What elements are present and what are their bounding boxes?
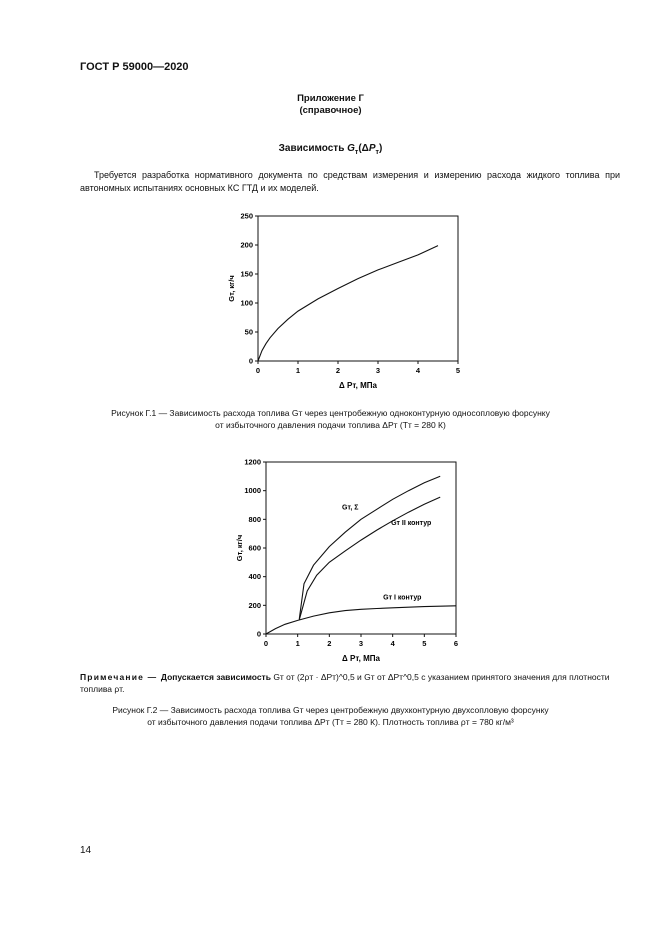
plot-frame [266, 462, 456, 634]
y-tick-label: 800 [248, 514, 261, 524]
x-tick-label: 0 [255, 366, 261, 375]
series-annotation: Gт I контур [383, 594, 422, 602]
y-tick-label: 0 [256, 629, 261, 639]
plot-frame [258, 216, 458, 361]
figure-2-chart [222, 455, 482, 665]
y-tick-label: 1200 [244, 457, 261, 467]
y-tick-label: 600 [248, 543, 261, 553]
figure-1-caption-line1: Рисунок Г.1 — Зависимость расхода топлива Gт через центробежную одноконтурную односопловую форсунку [111, 408, 550, 418]
x-axis-label: Δ Pт, МПа [339, 381, 377, 390]
y-tick-label: 200 [240, 240, 253, 250]
y-tick-label: 100 [240, 298, 253, 308]
series-annotation: Gт, Σ [342, 504, 359, 512]
series-line [266, 606, 456, 634]
intro-paragraph: Требуется разработка нормативного документа по средствам измерения и измерению расхода жидкого топлива при автономных испытаниях основных КС ГТД и их моделей. [80, 170, 620, 193]
figure-1-caption-line2: от избыточного давления подачи топлива ΔPт (Tт = 280 К) [215, 420, 446, 430]
y-tick-label: 50 [244, 327, 253, 337]
x-tick-label: 4 [390, 639, 395, 648]
y-axis-label: Gт, кг/ч [227, 275, 236, 302]
x-tick-label: 3 [358, 639, 364, 648]
x-tick-label: 6 [453, 639, 459, 648]
note-label: Примечание — [80, 672, 161, 682]
note-text: Gт от (2ρт · ΔPт)^0,5 и Gт от ΔPт^0,5 с указанием принятого значения для плотности топлива ρт. [80, 672, 610, 694]
y-tick-label: 200 [248, 600, 261, 610]
x-tick-label: 2 [327, 639, 332, 648]
note-bold: Допускается зависимость [160, 672, 271, 682]
x-tick-label: 5 [422, 639, 427, 648]
x-tick-label: 4 [415, 366, 421, 375]
y-tick-label: 1000 [244, 486, 261, 496]
x-tick-label: 5 [455, 366, 461, 375]
x-axis-label: Δ Pт, МПа [342, 654, 380, 663]
y-tick-label: 400 [248, 572, 261, 582]
x-tick-label: 3 [375, 366, 381, 375]
x-tick-label: 1 [295, 639, 300, 648]
y-tick-label: 250 [240, 211, 253, 221]
x-tick-label: 0 [263, 639, 269, 648]
appendix-subtitle: (справочное) [299, 105, 362, 116]
series-line [258, 246, 438, 361]
appendix-title: Приложение Г [297, 93, 364, 104]
y-tick-label: 150 [240, 269, 253, 279]
page-number: 14 [80, 845, 92, 856]
y-axis-label: Gт, кг/ч [235, 534, 244, 562]
x-tick-label: 2 [335, 366, 341, 375]
y-tick-label: 0 [248, 356, 253, 366]
figure-1-chart [218, 208, 478, 398]
series-annotation: Gт II контур [391, 520, 432, 528]
x-tick-label: 1 [295, 366, 301, 375]
figure-1-plot [227, 212, 460, 391]
figure-2-caption-line1: Рисунок Г.2 — Зависимость расхода топлива Gт через центробежную двухконтурную двухсопловую форсунку [112, 705, 549, 715]
section-title: Зависимость $G_т(\Delta P_т)$ [278, 143, 383, 156]
note-paragraph [80, 672, 620, 695]
figure-2-caption-line2: от избыточного давления подачи топлива ΔPт (Tт = 280 К). Плотность топлива ρт = 780 кг/м³ [147, 717, 514, 727]
document-id: ГОСТ Р 59000—2020 [80, 61, 189, 73]
figure-2-plot [235, 458, 458, 664]
